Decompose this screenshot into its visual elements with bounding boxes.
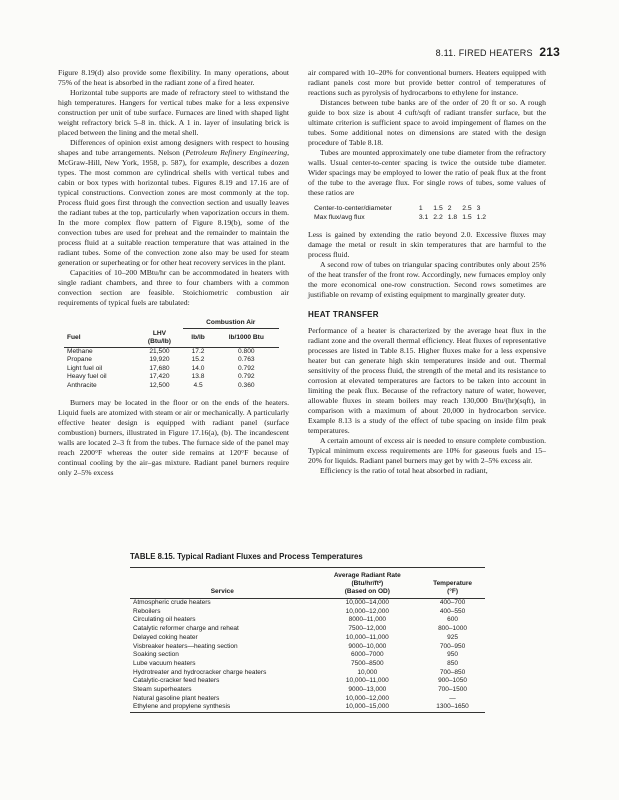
citation-title: Petroleum Refinery Engineering bbox=[185, 148, 288, 157]
table-cell: Ethylene and propylene synthesis bbox=[133, 703, 231, 711]
page-header bbox=[436, 45, 560, 59]
paragraph: Horizontal tube supports are made of refractory steel to withstand the high temperatures. Hangers for vertical tubes make for a less expensive construction per unit of tube surface. Furnaces are lined with shaped light weight refractory brick 5–8 in. thick. A 1 in. layer of insulating brick is placed between the lining and the metal shell. bbox=[58, 88, 289, 137]
table-cell: 7500–12,000 bbox=[348, 625, 387, 633]
table-cell: 3.1 bbox=[418, 214, 429, 221]
table-cell: 600 bbox=[447, 616, 458, 624]
table-cell: 800–1000 bbox=[438, 625, 467, 633]
table-row bbox=[130, 634, 485, 643]
combustion-air-table bbox=[64, 318, 279, 390]
table-row bbox=[130, 703, 485, 712]
table-cell: 12,500 bbox=[149, 381, 170, 389]
table-cell: 10,000–12,000 bbox=[345, 694, 390, 702]
table-cell: 925 bbox=[447, 633, 458, 641]
table-cell: 10,000–11,000 bbox=[345, 677, 389, 685]
table-cell: Heavy fuel oil bbox=[67, 373, 107, 380]
table-cell: — bbox=[449, 694, 456, 702]
radiant-flux-table bbox=[130, 567, 485, 713]
table-cell: 8000–11,000 bbox=[348, 616, 387, 624]
table-cell: Hydrotreater and hydrocracker charge heaters bbox=[133, 668, 267, 676]
table-cell: Steam superheaters bbox=[133, 686, 192, 694]
left-column bbox=[58, 68, 289, 478]
table-cell: Reboilers bbox=[133, 607, 161, 615]
table-cell: 19,920 bbox=[149, 356, 170, 363]
column-header: Temperature (°F) bbox=[420, 568, 485, 599]
table-cell: 0.792 bbox=[238, 373, 255, 380]
table-cell: 9000–10,000 bbox=[348, 642, 387, 650]
table-cell: 13.8 bbox=[191, 373, 205, 380]
table-cell: Atmospheric crude heaters bbox=[133, 599, 211, 606]
table-cell: 2 bbox=[447, 205, 452, 212]
table-cell: 0.792 bbox=[238, 364, 255, 372]
table-cell: 17,420 bbox=[149, 373, 170, 380]
table-row bbox=[314, 213, 491, 222]
table-cell: Catalytic-cracker feed heaters bbox=[133, 677, 220, 685]
table-caption: TABLE 8.15. Typical Radiant Fluxes and Process Temperatures bbox=[130, 552, 363, 561]
table-cell: 10,000–11,000 bbox=[345, 633, 389, 641]
table-row bbox=[130, 643, 485, 652]
table-cell: 4.5 bbox=[193, 381, 203, 389]
table-row bbox=[130, 651, 485, 660]
table-cell: 1.5 bbox=[462, 214, 472, 221]
table-cell: Methane bbox=[67, 347, 93, 355]
section-heading: HEAT TRANSFER bbox=[308, 310, 379, 319]
table-row bbox=[64, 347, 279, 356]
paragraph: air compared with 10–20% for conventional burners. Heaters equipped with radiant panels cost more but provide better control of temperatures of reactions such as pyrolysis of hydrocarbons to ethylene for instance. bbox=[308, 68, 546, 97]
column-header: LHV (Btu/lb) bbox=[136, 329, 182, 348]
paragraph: Figure 8.19(d) also provide some flexibility. In many operations, about 75% of the heat is absorbed in the radiant zone of a fired heater. bbox=[58, 68, 289, 87]
table-cell: Propane bbox=[67, 356, 92, 363]
table-row bbox=[314, 204, 491, 213]
table-row bbox=[130, 599, 485, 608]
table-cell: 9000–13,000 bbox=[348, 686, 387, 694]
table-cell: 0.360 bbox=[238, 381, 255, 389]
table-cell: Natural gasoline plant heaters bbox=[133, 694, 220, 702]
table-row bbox=[64, 373, 279, 382]
table-cell: 10,000–14,000 bbox=[345, 599, 390, 606]
flux-ratio-table bbox=[314, 204, 491, 222]
table-cell: Soaking section bbox=[133, 651, 179, 659]
table-row bbox=[130, 695, 485, 704]
table-cell: 1300–1650 bbox=[436, 703, 469, 711]
right-column bbox=[308, 68, 546, 476]
row-label: Max flux/avg flux bbox=[314, 214, 365, 221]
table-cell: Delayed coking heater bbox=[133, 633, 198, 641]
column-header: lb/1000 Btu bbox=[214, 329, 279, 348]
table-row bbox=[130, 625, 485, 634]
table-cell: 400–550 bbox=[439, 607, 466, 615]
paragraph: A certain amount of excess air is needed to ensure complete combustion. Typical minimum excess requirements are 10% for gaseous fuels and 15–20% for liquids. Radiant panel burners may get by with 2–5% excess air. bbox=[308, 436, 546, 465]
table-cell: 17.2 bbox=[191, 347, 205, 355]
table-cell: 850 bbox=[447, 659, 458, 667]
table-row bbox=[130, 616, 485, 625]
table-cell: 0.763 bbox=[238, 356, 255, 363]
table-row bbox=[130, 608, 485, 617]
table-cell: Visbreaker heaters—heating section bbox=[133, 642, 238, 650]
table-cell: 700–950 bbox=[439, 642, 466, 650]
table-row bbox=[64, 382, 279, 391]
table-row bbox=[64, 356, 279, 365]
table-cell: 21,500 bbox=[149, 347, 170, 355]
row-label: Center-to-center/diameter bbox=[314, 205, 392, 212]
table-row bbox=[64, 365, 279, 374]
paragraph: Less is gained by extending the ratio beyond 2.0. Excessive fluxes may damage the metal or result in skin temperatures that are harmful to the process fluid. bbox=[308, 230, 546, 259]
text-run: , McGraw-Hill, New York, 1958, p. 587), for example, describes a dozen types. The most common are cylindrical shells with vertical tubes and cabin or box types with horizontal tubes. Figures 8.19 and 17.16 are of typical constructions. Convection zones are most commonly at the top. Process fluid goes first through the convection section and usually leaves the radiant tubes at the top, particularly when vaporization occurs in them. In the more complex flow pattern of Figure 8.19(b), some of the convection tubes are used for preheat and the remainder to maintain the process fluid at a suitable reaction temperature that was attained in the radiant tubes. Some of the convection zone also may be used for steam generation or superheating or for other heat recovery services in the plant. bbox=[58, 148, 290, 267]
table-cell: Catalytic reformer charge and reheat bbox=[133, 625, 239, 633]
column-header: lb/lb bbox=[183, 329, 214, 348]
table-cell: 2.5 bbox=[462, 205, 472, 212]
table-cell: Anthracite bbox=[67, 381, 97, 389]
table-row bbox=[130, 669, 485, 678]
table-cell: Lube vacuum heaters bbox=[133, 659, 196, 667]
table-cell: 7500–8500 bbox=[351, 659, 384, 667]
page-number: 213 bbox=[539, 45, 560, 59]
table-cell: Light fuel oil bbox=[67, 364, 103, 372]
table-cell: 950 bbox=[447, 651, 458, 659]
paragraph: Efficiency is the ratio of total heat absorbed in radiant, bbox=[320, 466, 488, 475]
column-header: Average Radiant Rate (Btu/hr/ft²) (Based on OD) bbox=[315, 568, 420, 599]
table-cell: 1.2 bbox=[476, 214, 487, 221]
paragraph: A second row of tubes on triangular spacing contributes only about 25% of the heat transfer of the front row. Accordingly, new furnaces employ only the more economical one-row construction. Second rows sometimes are justifiable on revamp of existing equipment to marginally greater duty. bbox=[308, 260, 546, 299]
paragraph: Capacities of 10–200 MBtu/hr can be accommodated in heaters with single radiant chambers, and three to four chambers with a common convection section are feasible. Stoichiometric combustion air requirements of typical fuels are tabulated: bbox=[58, 268, 289, 307]
table-cell: 15.2 bbox=[191, 356, 205, 363]
radiant-flux-table-block bbox=[130, 552, 485, 713]
table-cell: 700–850 bbox=[439, 668, 466, 676]
table-cell: 6000–7000 bbox=[351, 651, 384, 659]
paragraph: Tubes are mounted approximately one tube diameter from the refractory walls. Usual center-to-center spacing is twice the outside tube diameter. Wider spacings may be employed to lower the ratio of peak flux at the front of the tube to the average flux. For single rows of tubes, some values of these ratios are bbox=[308, 148, 546, 197]
paragraph: Burners may be located in the floor or on the ends of the heaters. Liquid fuels are atomized with steam or air or mechanically. A particularly effective heater design is equipped with radiant panel (surface combustion) burners, illustrated in Figure 17.16(a), (b). The incandescent walls are located 2–3 ft from the tubes. The furnace side of the panel may reach 2200°F whereas the outer side remains at 120°F because of continual cooling by the air–gas mixture. Radiant panel burners require only 2–5% excess bbox=[58, 398, 289, 477]
table-cell: 0.800 bbox=[238, 347, 255, 355]
table-cell: 3 bbox=[476, 205, 481, 212]
table-cell: 10,000–12,000 bbox=[345, 607, 390, 615]
table-cell: 14.0 bbox=[191, 364, 205, 372]
column-header: Fuel bbox=[64, 329, 136, 348]
table-cell: 17,680 bbox=[149, 364, 170, 372]
table-cell: 10,000–15,000 bbox=[345, 703, 390, 711]
table-row bbox=[130, 660, 485, 669]
table-cell: 700–1500 bbox=[438, 686, 467, 694]
table-row bbox=[130, 686, 485, 695]
table-row bbox=[130, 677, 485, 686]
table-cell: 10,000 bbox=[357, 668, 378, 676]
table-cell: 400–700 bbox=[439, 599, 466, 606]
column-header: Service bbox=[130, 568, 315, 599]
running-head: 8.11. FIRED HEATERS bbox=[435, 48, 533, 58]
table-cell: 2.2 bbox=[433, 214, 443, 221]
text-run: Differences of opinion exist among designers with respect to housing shapes and tube arrangements. Nelson ( bbox=[58, 138, 289, 157]
paragraph: Performance of a heater is characterized by the average heat flux in the radiant zone and the overall thermal efficiency. Heat fluxes of representative processes are listed in Table 8.15. Higher fluxes make for a less expensive heater but can generate high skin temperatures inside and out. Thermal sensitivity of the process fluid, the strength of the metal and its resistance to corrosion at elevated temperatures are factors to be taken into account in limiting the peak flux. Because of the refractory nature of water, however, allowable fluxes in steam boilers may reach 130,000 Btu/(hr)(sqft), in comparison with a maximum of about 20,000 in hydrocarbon service. Example 8.13 is a study of the effect of tube spacing on inside film peak temperatures. bbox=[308, 326, 546, 435]
table-cell: 1 bbox=[418, 205, 423, 212]
table-cell: 1.5 bbox=[433, 205, 443, 212]
table-cell: 900–1050 bbox=[438, 677, 467, 685]
column-group-header: Combustion Air bbox=[183, 318, 279, 329]
table-cell: 1.8 bbox=[447, 214, 458, 221]
paragraph bbox=[58, 138, 289, 268]
table-cell: Circulating oil heaters bbox=[133, 616, 196, 624]
paragraph: Distances between tube banks are of the order of 20 ft or so. A rough guide to box size is about 4 cuft/sqft of radiant transfer surface, but the ultimate criterion is sufficient space to avoid impingement of flames on the tubes. Some additional notes on dimensions are stated with the design procedure of Table 8.18. bbox=[308, 98, 546, 147]
